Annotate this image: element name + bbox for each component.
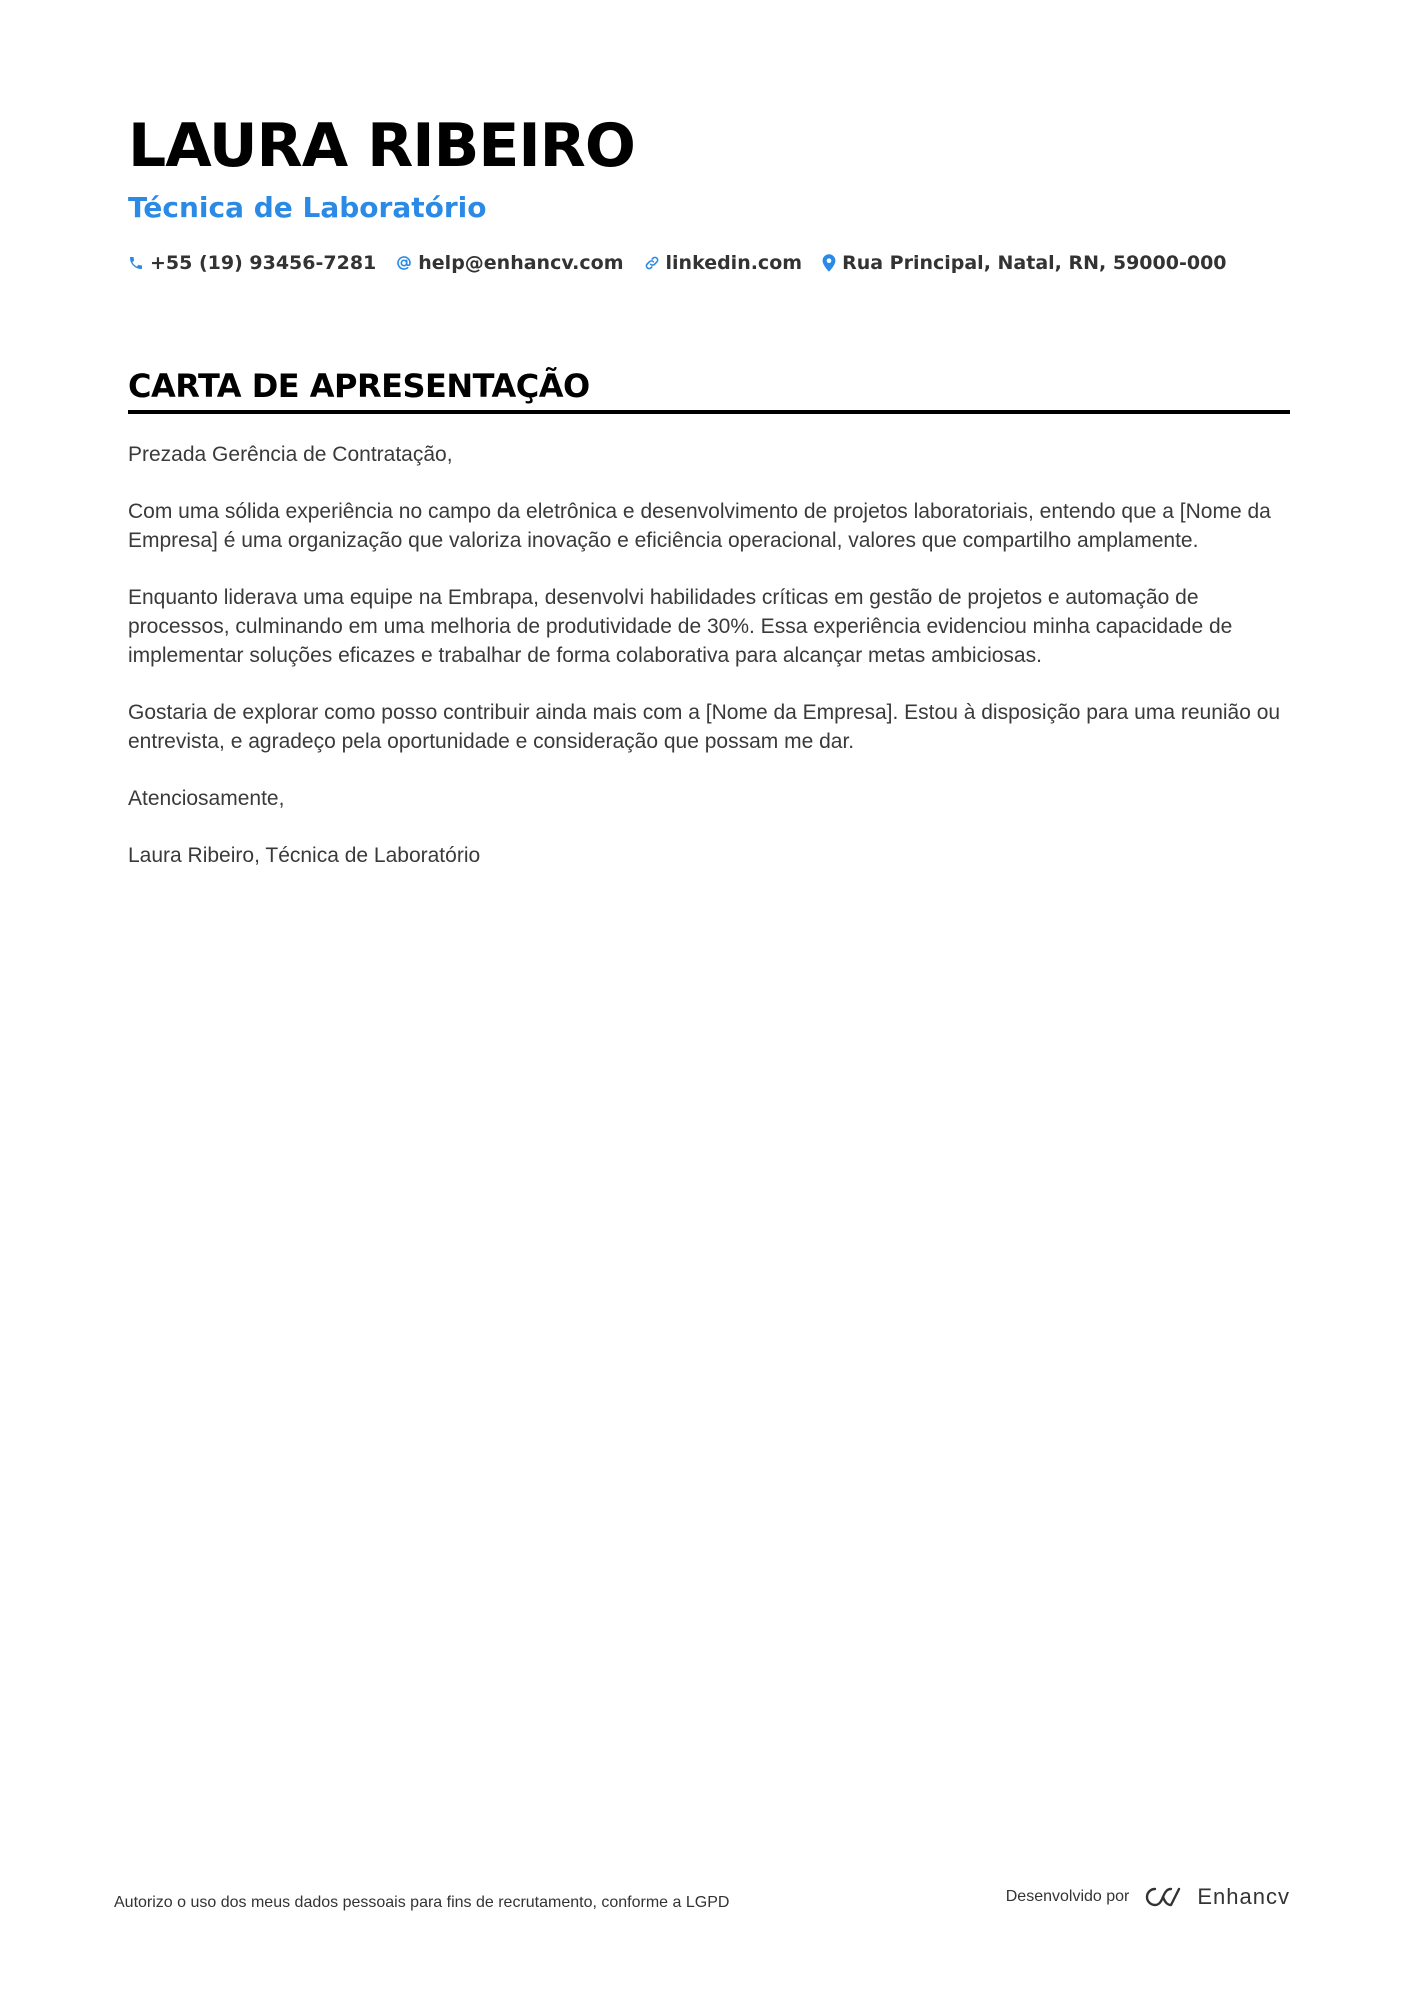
section-divider (128, 410, 1290, 414)
candidate-name: LAURA RIBEIRO (128, 111, 635, 181)
address-text: Rua Principal, Natal, RN, 59000-000 (842, 252, 1227, 274)
link-text: linkedin.com (665, 252, 803, 274)
contact-phone (128, 252, 376, 274)
contact-address (822, 252, 1226, 274)
letter-signature: Laura Ribeiro, Técnica de Laboratório (128, 844, 481, 867)
section-title: CARTA DE APRESENTAÇÃO (128, 367, 590, 405)
letter-paragraph: Com uma sólida experiência no campo da eletrônica e desenvolvimento de projetos laboratoriais, entendo que a [Nome da Empresa] é uma organização que valoriza inovação e eficiência operacional, valores que compartilho amplamente. (128, 500, 1271, 552)
contact-link[interactable] (644, 252, 803, 274)
at-icon (396, 255, 412, 271)
powered-by-label: Desenvolvido por (1005, 1888, 1130, 1905)
letter-paragraph: Enquanto liderava uma equipe na Embrapa, desenvolvi habilidades críticas em gestão de projetos e automação de processos, culminando em uma melhoria de produtividade de 30%. Essa experiência evidenciou minha capacidade de implementar soluções eficazes e trabalhar de forma colaborativa para alcançar metas ambiciosas. (128, 586, 1233, 667)
phone-icon (128, 255, 144, 271)
brand-name: Enhancv (1197, 1884, 1290, 1909)
letter-closing: Atenciosamente, (128, 787, 285, 810)
letter-paragraph: Gostaria de explorar como posso contribuir ainda mais com a [Nome da Empresa]. Estou à disposição para uma reunião ou entrevista, e agradeço pela oportunidade e consideração que possam me dar. (128, 701, 1281, 753)
consent-note: Autorizo o uso dos meus dados pessoais para fins de recrutamento, conforme a LGPD (114, 1894, 730, 1911)
letter-body (128, 440, 1290, 898)
contact-bar (128, 252, 1227, 274)
location-pin-icon (822, 254, 836, 272)
contact-email[interactable] (396, 252, 623, 274)
candidate-title: Técnica de Laboratório (128, 191, 487, 224)
powered-by[interactable] (1006, 1884, 1290, 1910)
letter-salutation: Prezada Gerência de Contratação, (128, 443, 453, 466)
phone-number: +55 (19) 93456-7281 (150, 252, 377, 274)
email-address: help@enhancv.com (418, 252, 624, 274)
link-icon (644, 255, 660, 271)
enhancv-logo-icon (1139, 1884, 1187, 1910)
